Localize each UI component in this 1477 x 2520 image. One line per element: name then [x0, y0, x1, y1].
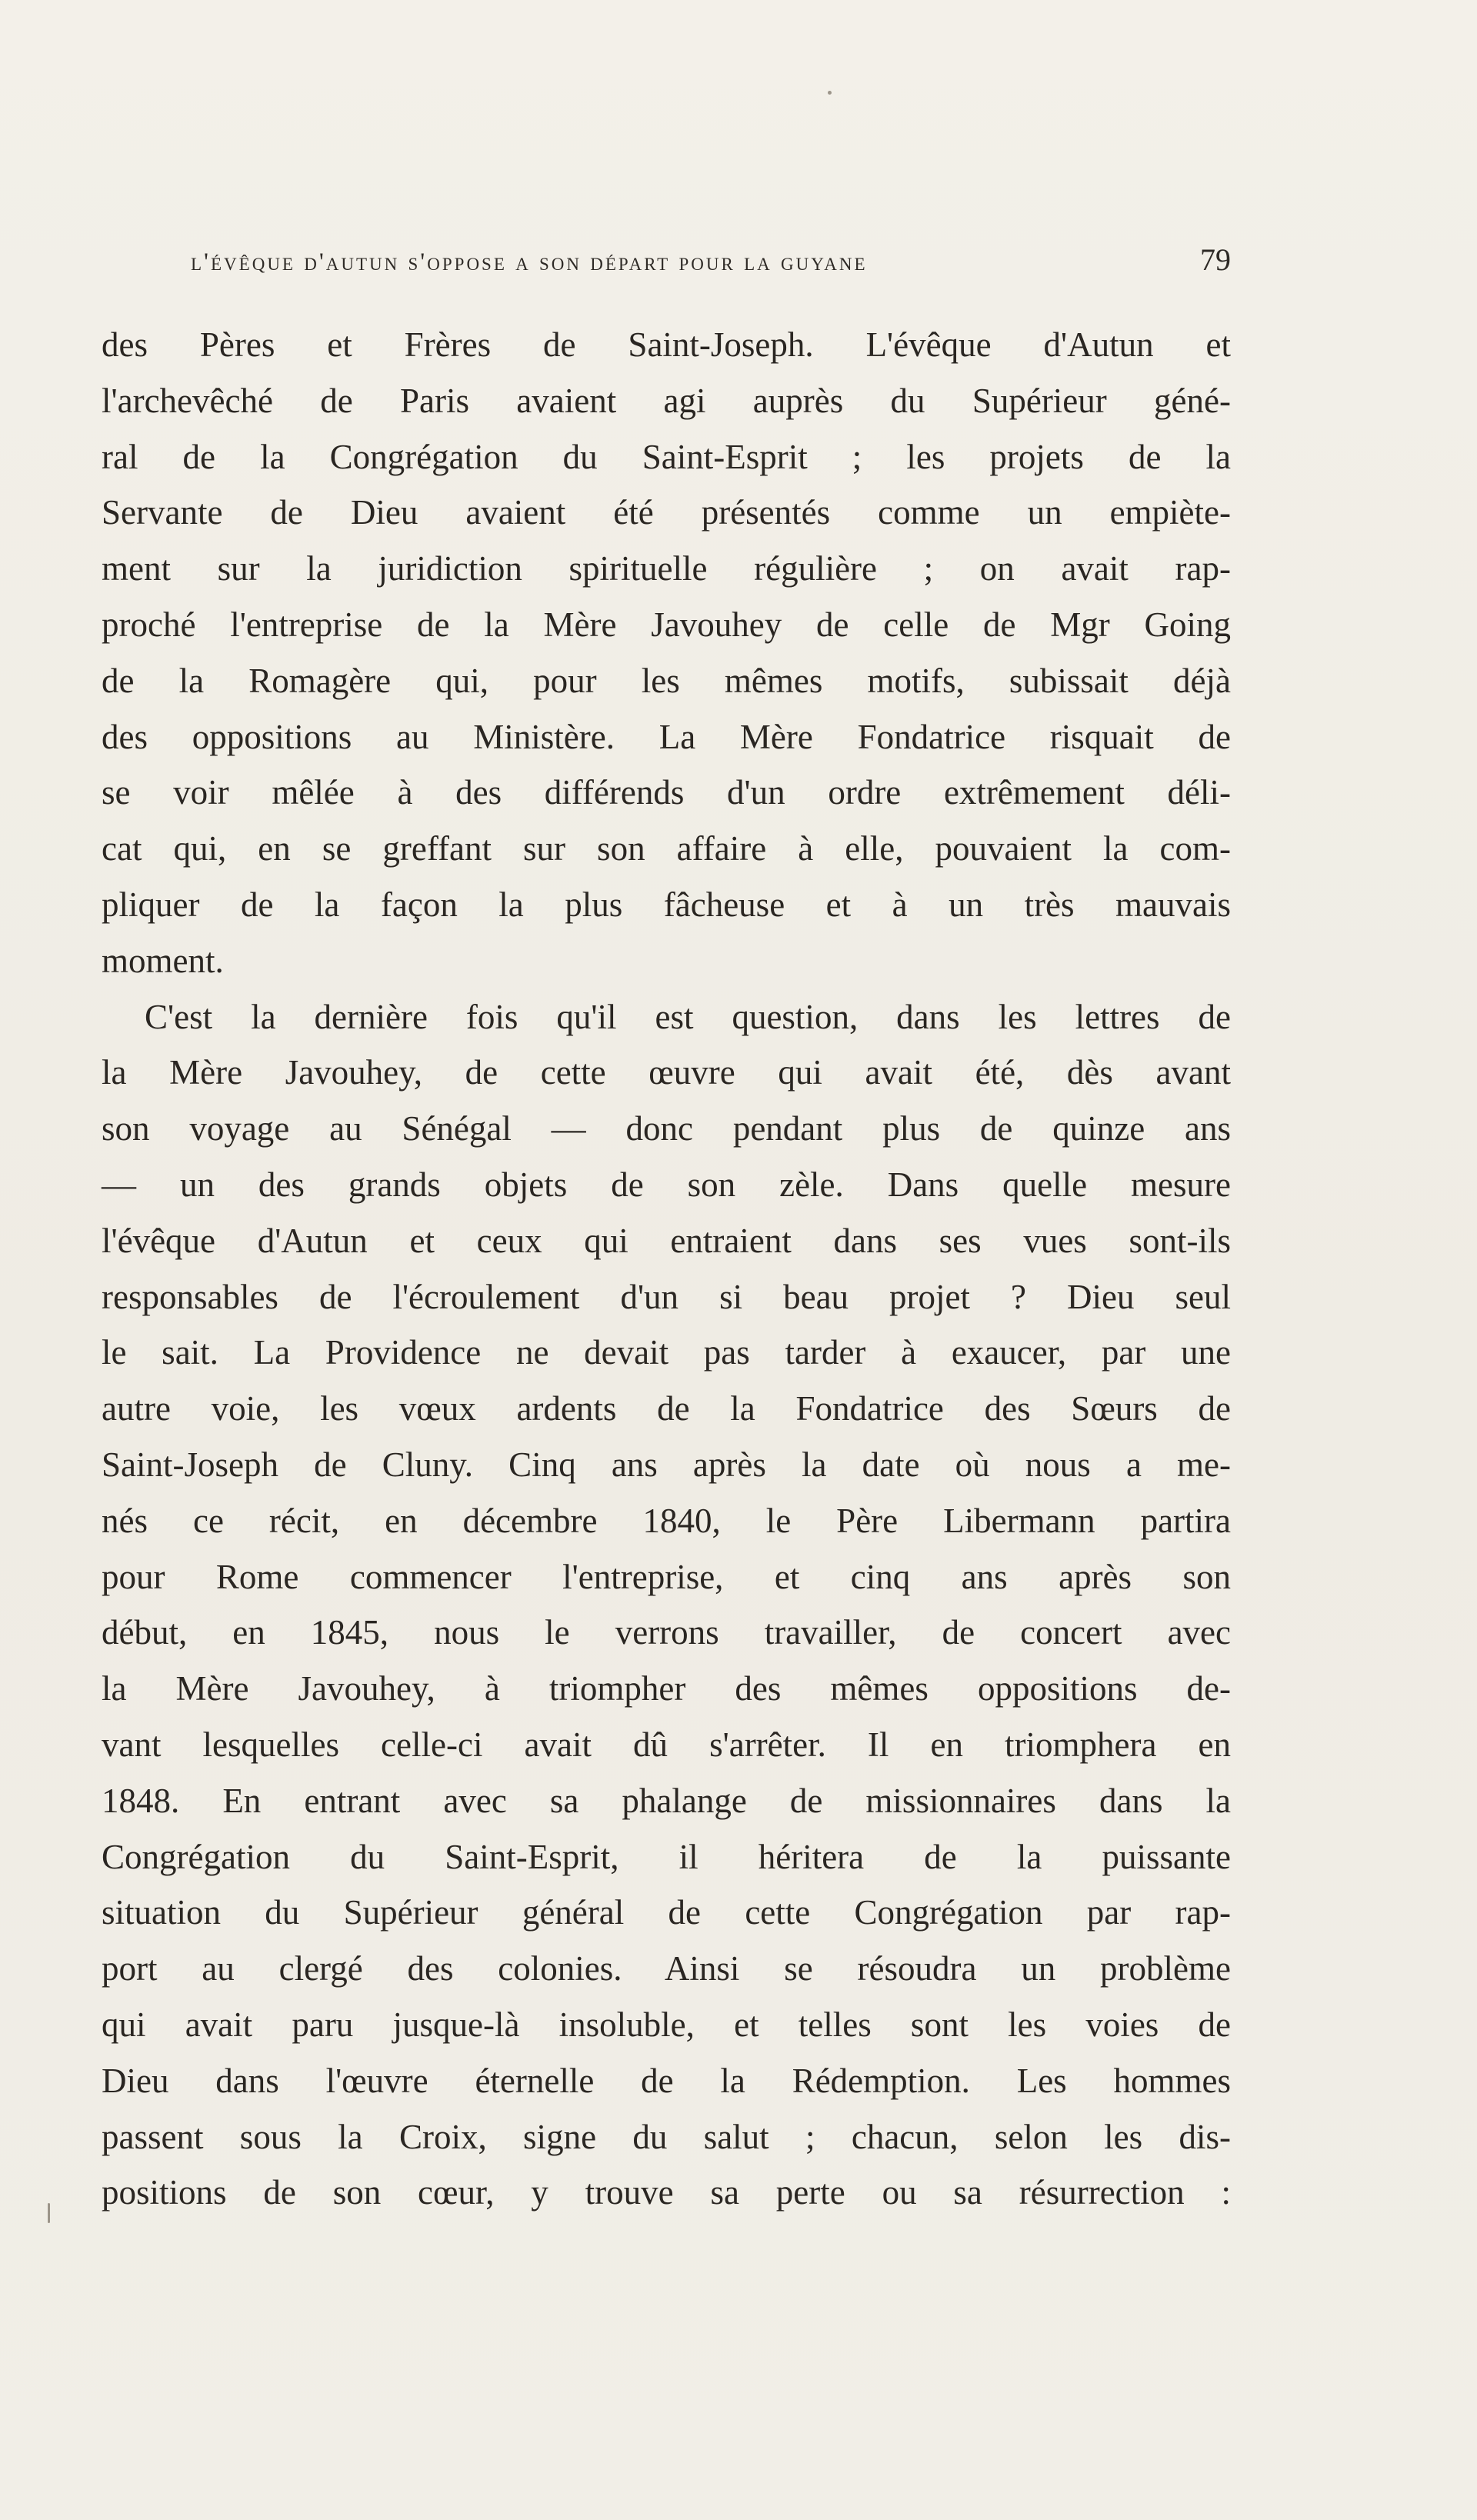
text-line: son voyage au Sénégal — donc pendant plus de quinze ans	[102, 1109, 1231, 1148]
text-line: positions de son cœur, y trouve sa perte ou sa résurrection :	[102, 2173, 1231, 2212]
paper-speck	[48, 2203, 50, 2223]
text-line: pliquer de la façon la plus fâcheuse et à un très mauvais	[102, 885, 1231, 924]
text-line: ral de la Congrégation du Saint-Esprit ; les projets de la	[102, 437, 1231, 476]
paper-speck	[828, 91, 832, 95]
text-line: de la Romagère qui, pour les mêmes motifs, subissait déjà	[102, 661, 1231, 700]
text-line: responsables de l'écroulement d'un si beau projet ? Dieu seul	[102, 1277, 1231, 1316]
text-line: 1848. En entrant avec sa phalange de missionnaires dans la	[102, 1781, 1231, 1820]
paragraph-end-line: moment.	[102, 941, 224, 980]
text-line: situation du Supérieur général de cette Congrégation par rap-	[102, 1893, 1231, 1932]
text-line: l'évêque d'Autun et ceux qui entraient dans ses vues sont-ils	[102, 1221, 1231, 1260]
paragraph-first-line: C'est la dernière fois qu'il est question, dans les lettres de	[145, 997, 1231, 1036]
text-line: la Mère Javouhey, à triompher des mêmes oppositions de-	[102, 1669, 1231, 1708]
text-line: port au clergé des colonies. Ainsi se résoudra un problème	[102, 1949, 1231, 1988]
text-line: Saint-Joseph de Cluny. Cinq ans après la date où nous a me-	[102, 1445, 1231, 1484]
text-line: proché l'entreprise de la Mère Javouhey de celle de Mgr Going	[102, 605, 1231, 644]
text-line: vant lesquelles celle-ci avait dû s'arrêter. Il en triomphera en	[102, 1725, 1231, 1764]
text-line: autre voie, les vœux ardents de la Fondatrice des Sœurs de	[102, 1389, 1231, 1428]
text-line: cat qui, en se greffant sur son affaire à elle, pouvaient la com-	[102, 829, 1231, 868]
text-line: qui avait paru jusque-là insoluble, et telles sont les voies de	[102, 2005, 1231, 2044]
text-line: le sait. La Providence ne devait pas tarder à exaucer, par une	[102, 1333, 1231, 1372]
text-line: nés ce récit, en décembre 1840, le Père Libermann partira	[102, 1501, 1231, 1540]
text-line: Congrégation du Saint-Esprit, il héritera de la puissante	[102, 1837, 1231, 1876]
text-line: début, en 1845, nous le verrons travailler, de concert avec	[102, 1613, 1231, 1652]
text-line: l'archevêché de Paris avaient agi auprès du Supérieur géné-	[102, 381, 1231, 420]
text-line: des Pères et Frères de Saint-Joseph. L'évêque d'Autun et	[102, 325, 1231, 364]
text-line: — un des grands objets de son zèle. Dans quelle mesure	[102, 1165, 1231, 1204]
body-text	[102, 317, 1231, 2221]
text-line: ment sur la juridiction spirituelle régulière ; on avait rap-	[102, 549, 1231, 588]
running-title: l'évêque d'autun s'oppose a son départ pour la guyane	[191, 248, 868, 276]
text-line: pour Rome commencer l'entreprise, et cinq ans après son	[102, 1557, 1231, 1596]
text-line: passent sous la Croix, signe du salut ; chacun, selon les dis-	[102, 2117, 1231, 2156]
page-number: 79	[1200, 242, 1231, 277]
text-line: se voir mêlée à des différends d'un ordre extrêmement déli-	[102, 773, 1231, 812]
text-line: Servante de Dieu avaient été présentés comme un empiète-	[102, 493, 1231, 532]
running-header	[191, 242, 1231, 285]
text-line: des oppositions au Ministère. La Mère Fondatrice risquait de	[102, 717, 1231, 756]
text-line: Dieu dans l'œuvre éternelle de la Rédemption. Les hommes	[102, 2061, 1231, 2100]
text-line: la Mère Javouhey, de cette œuvre qui avait été, dès avant	[102, 1053, 1231, 1092]
